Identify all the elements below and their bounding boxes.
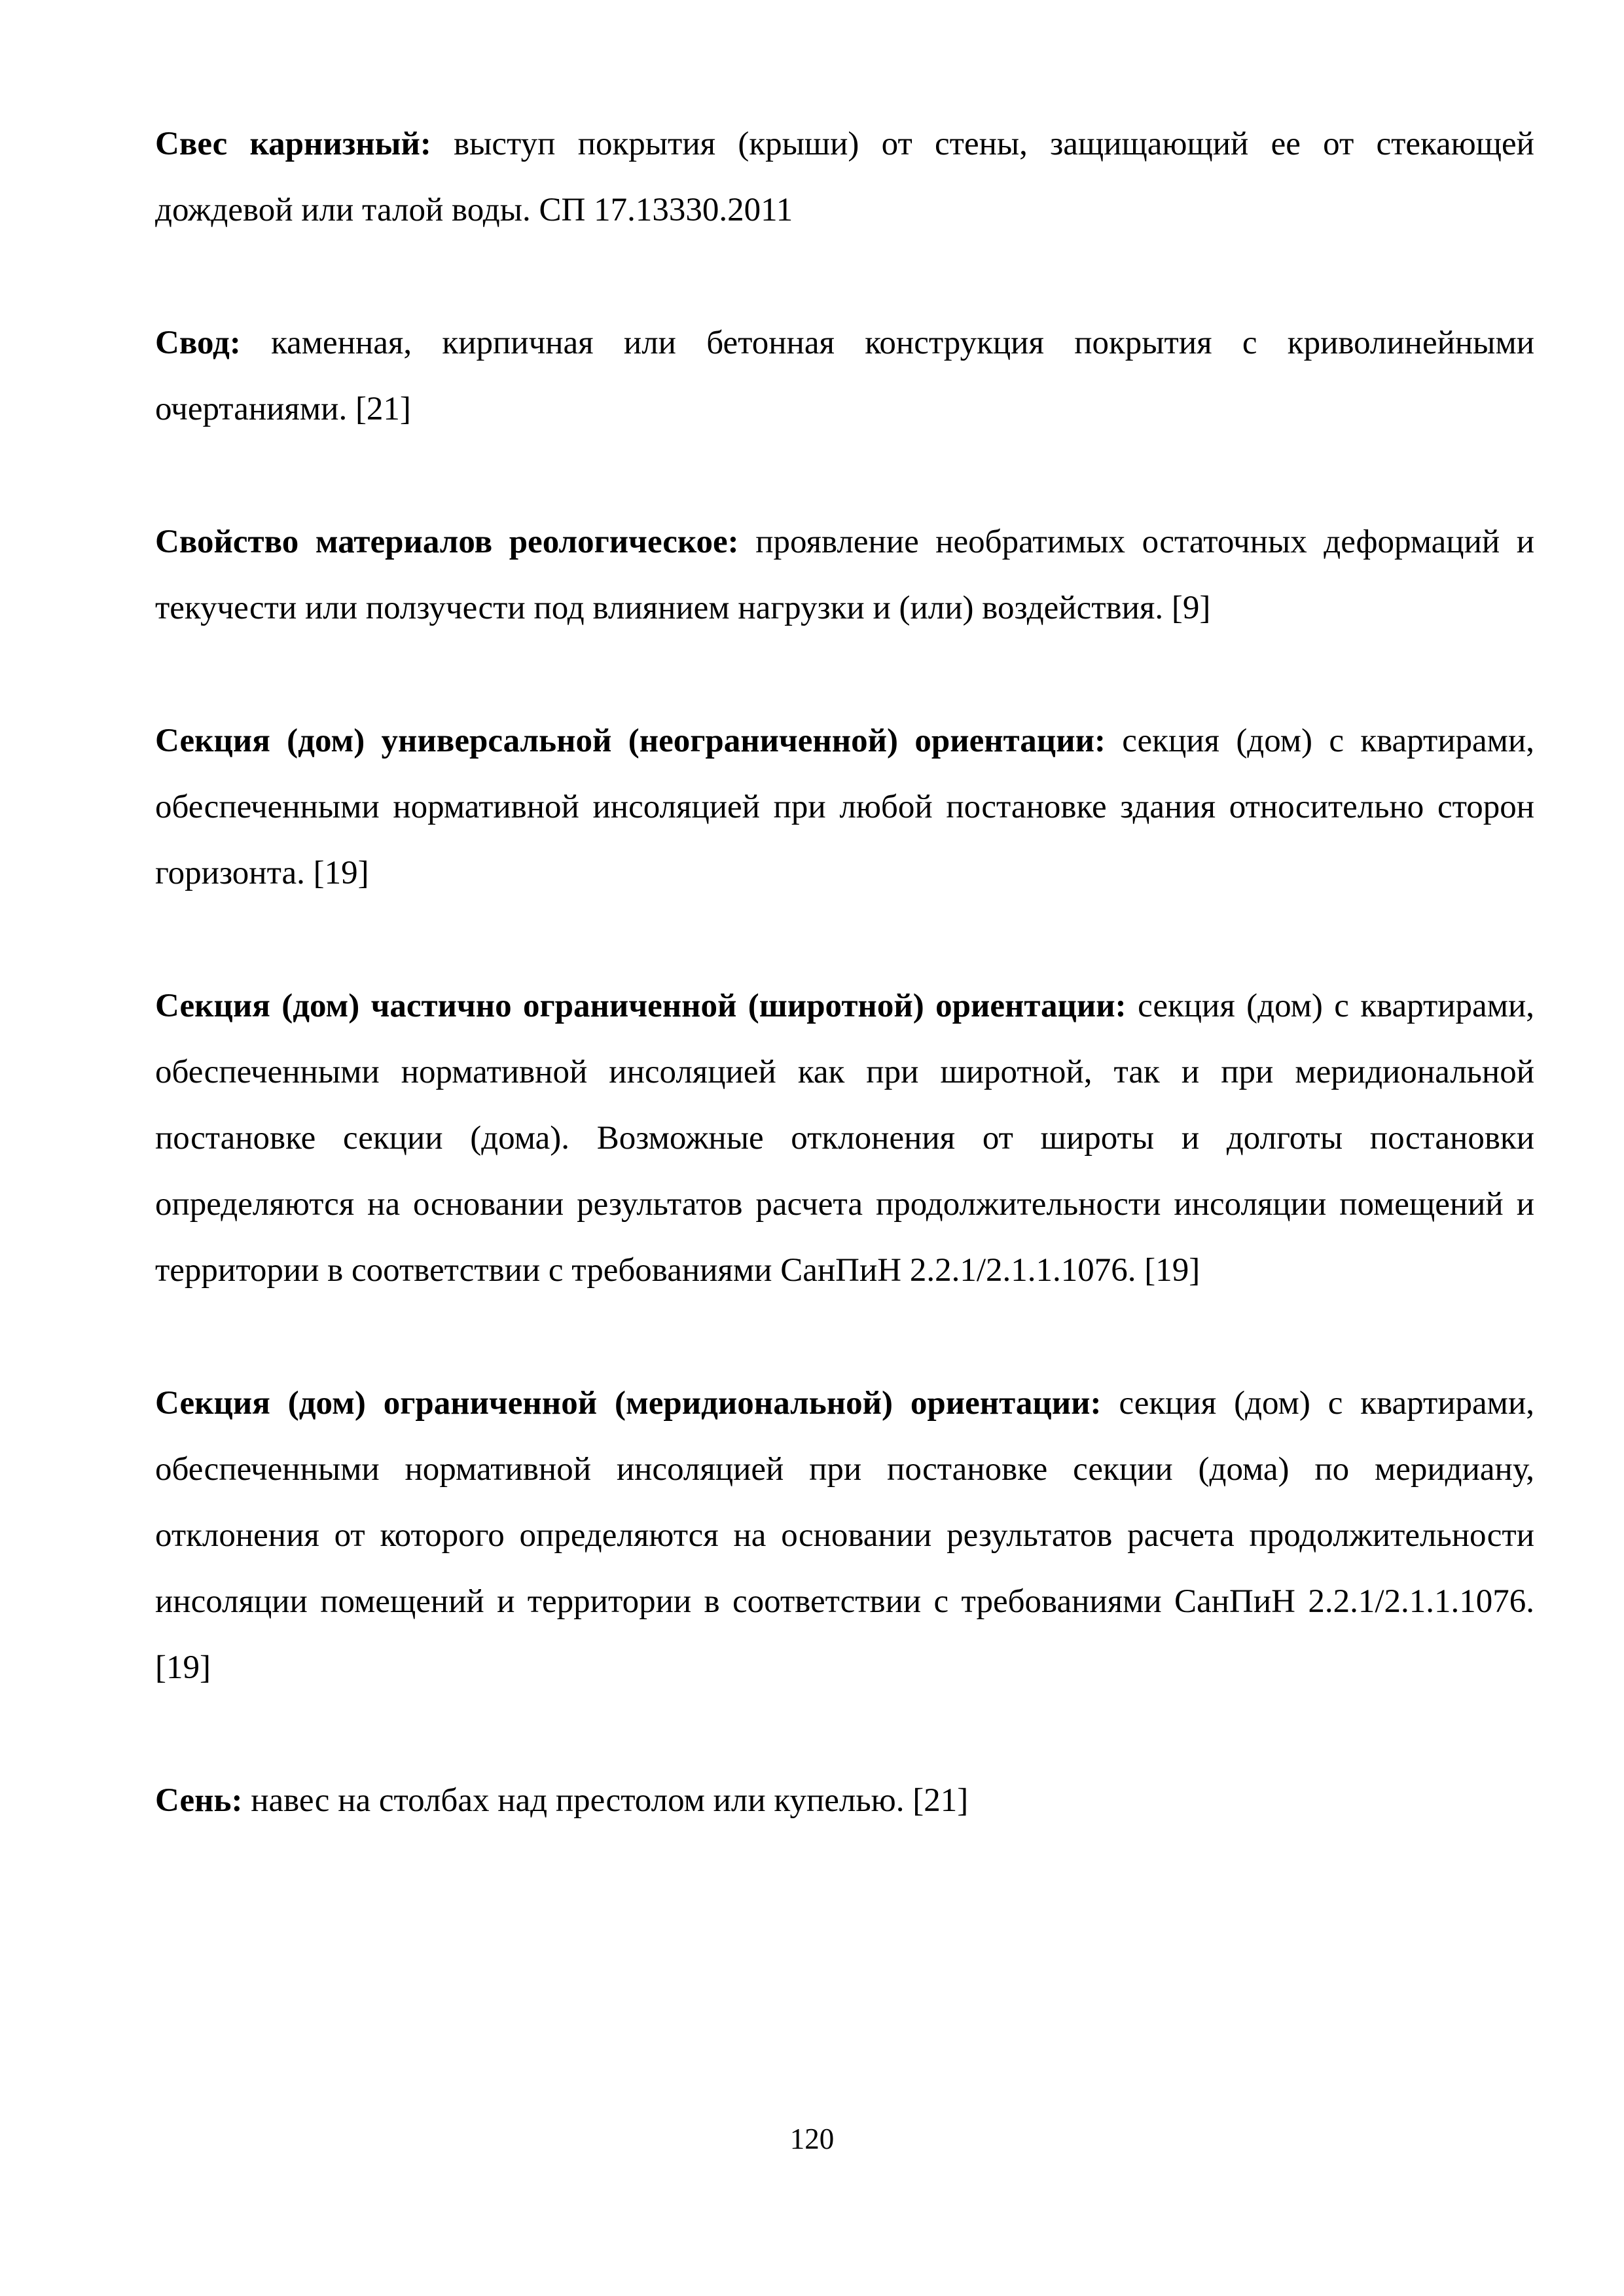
glossary-entry-sektsiya-universalnoi bbox=[155, 708, 1534, 906]
glossary-term: Свод: bbox=[155, 325, 241, 361]
glossary-definition: секция (дом) с квартирами, обеспеченными нормативной инсоляцией при любой постановке здания относительно сторон горизонта. [19] bbox=[155, 723, 1535, 891]
glossary-definition: проявление необратимых остаточных деформаций и текучести или ползучести под влиянием нагрузки и (или) воздействия. [9] bbox=[155, 524, 1534, 626]
page-number: 120 bbox=[789, 2123, 835, 2155]
glossary-definition: выступ покрытия (крыши) от стены, защищающий ее от стекающей дождевой или талой воды. СП 17.13330.2011 bbox=[155, 126, 1534, 228]
glossary-term: Сень: bbox=[155, 1782, 243, 1819]
glossary-entry-svod bbox=[155, 310, 1534, 442]
glossary-definition: секция (дом) с квартирами, обеспеченными нормативной инсоляцией как при широтной, так и при меридиональной постановке секции (дома). Возможные отклонения от широты и долготы постановки определяются на основании результатов расчета продолжительности инсоляции помещений и территории в соответствии с требованиями СанПиН 2.2.1/2.1.1.1076. [19] bbox=[155, 988, 1535, 1289]
glossary-term: Свес карнизный: bbox=[155, 126, 431, 162]
glossary-entry-sektsiya-meridionalnoi bbox=[155, 1371, 1534, 1701]
glossary-entry-svess-karniznyi bbox=[155, 111, 1534, 243]
glossary-term: Секция (дом) ограниченной (меридиональной) ориентации: bbox=[155, 1385, 1102, 1422]
glossary-term: Секция (дом) частично ограниченной (широтной) ориентации: bbox=[155, 988, 1127, 1024]
glossary-term: Свойство материалов реологическое: bbox=[155, 524, 739, 560]
glossary-entry-sen bbox=[155, 1768, 1534, 1834]
glossary-definition: навес на столбах над престолом или купелью. [21] bbox=[251, 1782, 969, 1819]
glossary-term: Секция (дом) универсальной (неограниченной) ориентации: bbox=[155, 723, 1106, 759]
glossary-entry-svoistvo-materialov bbox=[155, 509, 1534, 641]
glossary-definition: каменная, кирпичная или бетонная конструкция покрытия с криволинейными очертаниями. [21] bbox=[155, 325, 1535, 427]
document-body bbox=[155, 111, 1534, 1901]
glossary-definition: секция (дом) с квартирами, обеспеченными нормативной инсоляцией при постановке секции (дома) по меридиану, отклонения от которого определяются на основании результатов расчета продолжительности инсоляции помещений и территории в соответствии с требованиями СанПиН 2.2.1/2.1.1.1076. [19] bbox=[155, 1385, 1534, 1686]
glossary-entry-sektsiya-shirotnoi bbox=[155, 973, 1534, 1304]
